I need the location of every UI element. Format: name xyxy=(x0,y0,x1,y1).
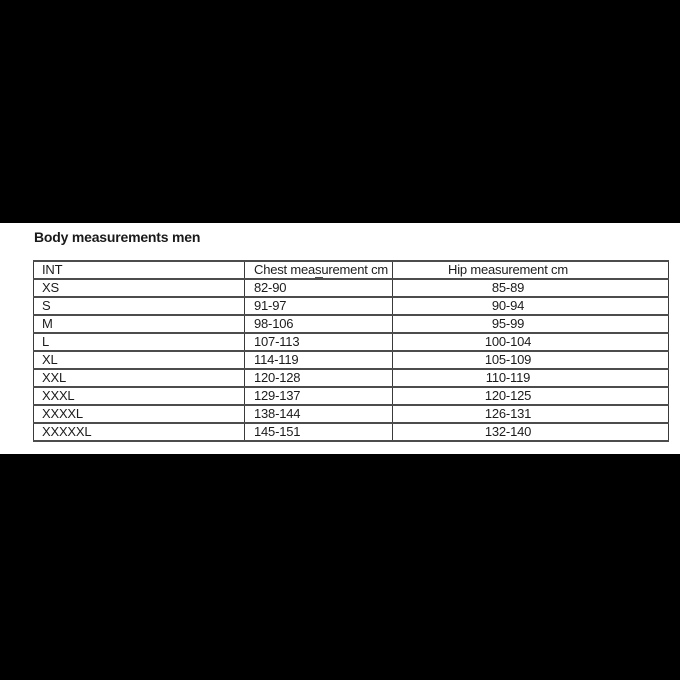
chest-cell: 138-144 xyxy=(245,405,393,423)
column-header-chest-label: Chest measurement cm xyxy=(254,262,388,277)
size-cell: XXXXL xyxy=(34,405,245,423)
table-row xyxy=(34,315,669,333)
chest-cell: 98-106 xyxy=(245,315,393,333)
size-cell: XXXL xyxy=(34,387,245,405)
chest-cell: 114-119 xyxy=(245,351,393,369)
table-row xyxy=(34,279,669,297)
table-body xyxy=(34,279,669,441)
chest-cell: 120-128 xyxy=(245,369,393,387)
table-header-row xyxy=(34,261,669,279)
column-header-int: INT xyxy=(34,261,245,279)
page-title: Body measurements men xyxy=(34,229,201,245)
table-row xyxy=(34,423,669,441)
table-row xyxy=(34,351,669,369)
hip-cell: 95-99 xyxy=(393,315,669,333)
hip-cell: 120-125 xyxy=(393,387,669,405)
chest-cell: 91-97 xyxy=(245,297,393,315)
table-row xyxy=(34,405,669,423)
hip-cell: 90-94 xyxy=(393,297,669,315)
size-cell: XS xyxy=(34,279,245,297)
size-cell: M xyxy=(34,315,245,333)
hip-cell: 85-89 xyxy=(393,279,669,297)
hip-cell: 105-109 xyxy=(393,351,669,369)
table-row xyxy=(34,333,669,351)
bottom-black-bar xyxy=(0,454,680,680)
table-row xyxy=(34,297,669,315)
column-header-chest xyxy=(245,261,393,279)
chest-cell: 82-90 xyxy=(245,279,393,297)
hip-cell: 110-119 xyxy=(393,369,669,387)
hip-cell: 126-131 xyxy=(393,405,669,423)
hip-cell: 132-140 xyxy=(393,423,669,441)
size-cell: L xyxy=(34,333,245,351)
hip-cell: 100-104 xyxy=(393,333,669,351)
table-row xyxy=(34,369,669,387)
document-area xyxy=(0,223,680,454)
table-row xyxy=(34,387,669,405)
size-cell: XXL xyxy=(34,369,245,387)
size-cell: XXXXXL xyxy=(34,423,245,441)
size-cell: S xyxy=(34,297,245,315)
size-cell: XL xyxy=(34,351,245,369)
chest-cell: 145-151 xyxy=(245,423,393,441)
size-chart-table xyxy=(33,260,669,442)
column-header-hip: Hip measurement cm xyxy=(393,261,669,279)
top-black-bar xyxy=(0,0,680,223)
chest-cell: 107-113 xyxy=(245,333,393,351)
chest-cell: 129-137 xyxy=(245,387,393,405)
